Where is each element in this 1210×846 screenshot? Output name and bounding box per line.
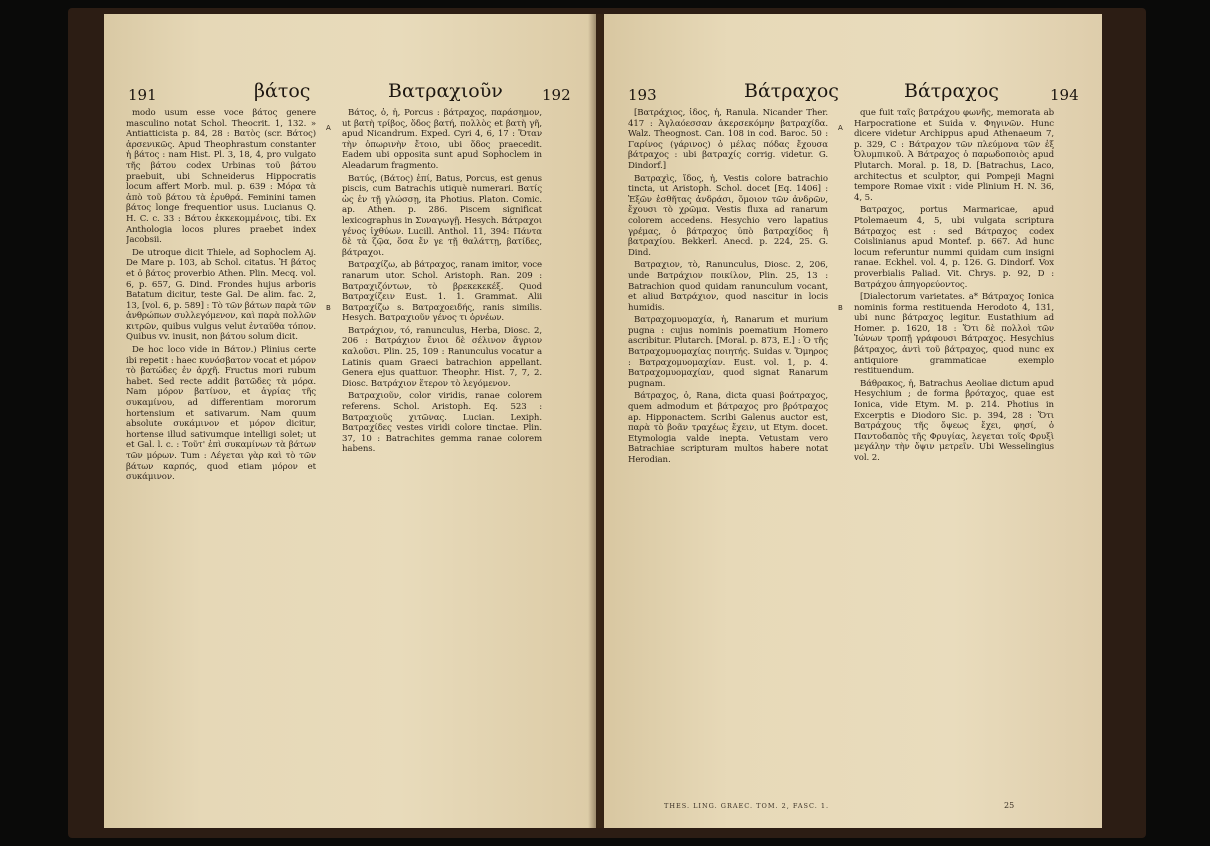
page-number: 193 — [628, 86, 657, 104]
paragraph: [Βατράχιος, ἰδος, ἡ, Ranula. Nicander Ther. 417 : Ἀγλαόεσσαν ἀκερσεκόμην βατραχίδα. Walz. Theognost. Can. 108 in cod. Baroc. 50 : Γαρίνος (γάρινος) ὁ μέλας πόδας ἔχουσα βάτραχος : ubi βατραχίς corrig. videtur. G. Dindorf.] — [628, 108, 828, 171]
page-number: 191 — [128, 86, 157, 104]
page-headword: Βάτραχος — [744, 80, 839, 102]
paragraph: Βατραχος, portus Marmaricae, apud Ptolemaeum 4, 5, ubi vulgata scriptura Βάτραχος est : sed Βάτραχος codex Coislinianus apud Montef. p. 667. Ad hunc locum referuntur nummi quidam cum insigni ranae. Eckhel. vol. 4, p. 126. G. Dindorf. Vox proverbialis Paliad. Vit. Chrys. p. 92, D : Βατράχου ἀπηγορεύοντος. — [854, 205, 1054, 290]
column-letter: B — [838, 304, 843, 312]
column-letter: A — [326, 124, 331, 132]
text-column-3 — [628, 108, 828, 808]
column-letter: B — [326, 304, 331, 312]
right-page — [604, 14, 1102, 828]
signature-mark: 25 — [1004, 801, 1015, 810]
paragraph: De hoc loco vide in Βάτον.) Plinius certe ibi repetit : haec κυνόσβατον vocat et μόρον τὸ βατώδες ἐν ἀρχῆ. Fructus mori rubum habet. Sed recte addit βατῶδες τὰ μόρα. Nam μόρον βατίνον, et ἀγρίας τῆς συκαμίνου, ad differentiam mororum hortensium et sativarum. Nam quum absolute συκάμινον et μόρον dicitur, hortense illud sativumque intelligi solet; ut et Gal. l. c. : Τοῦτ' ἐπὶ συκαμίνων τὰ βάτων τῶν μόρων. Tum : Λέγεται γὰρ καὶ τὸ τῶν βάτων καρπός, quod etiam μόρον et συκάμινον. — [126, 345, 316, 483]
text-column-1 — [126, 108, 316, 808]
text-column-4 — [854, 108, 1054, 808]
paragraph: modo usum esse voce βάτος genere masculino notat Schol. Theocrit. 1, 132. » Antiatticista p. 84, 28 : Βατὸς (scr. Βάτος) ἀρσενικῶς. Apud Theophrastum constanter ἡ βάτος : nam Hist. Pl. 3, 18, 4, pro vulgato τῆς βάτου codex Urbinas τοῦ βάτου praebuit, ubi Schneiderus Hippocratis locum affert Morb. mul. p. 639 : Μόρα τὰ ἀπὸ τοῦ βάτου τὰ ἐρυθρά. Feminini tamen βάτος longe frequentior usus. Lucianus Q. H. C. c. 33 : Βάτου ἐκκεκομμένοις, tibi. Ex Anthologia locos plures praebet index Jacobsii. — [126, 108, 316, 246]
paragraph: Βατραχιοῦν, color viridis, ranae colorem referens. Schol. Aristoph. Eq. 523 : Βατραχιοῦς χιτῶνας. Lucian. Lexiph. Βατραχίδες vestes viridi colore tinctae. Plin. 37, 10 : Batrachites gemma ranae colorem habens. — [342, 391, 542, 455]
paragraph: Βατραχομυομαχία, ἡ, Ranarum et murium pugna : cujus nominis poematium Homero ascribitur. Plutarch. [Moral. p. 873, E.] : Ὁ τῆς Βατραχομυομαχίας ποιητής. Suidas v. Ὅμηρος : Βατραχομυομαχίαν. Eust. vol. 1, p. 4. Βατραχομυομαχίαν, quod signat Ranarum pugnam. — [628, 315, 828, 389]
paragraph: que fuit ταῖς βατράχου φωνῆς, memorata ab Harpocratione et Suida v. Φηγινῶν. Hunc dicere videtur Archippus apud Athenaeum 7, p. 329, C : Βάτραχον τῶν πλεύμονα τῶν ἐξ Ὀλυμπικοῦ. Ἀ Βάτραχος ὁ παρωδοποιὸς apud Plutarch. Moral. p. 18, D. [Batrachus, Laco, architectus et sculptor, qui Pompeji Magni tempore Romae vixit : vide Plinium H. N. 36, 4, 5. — [854, 108, 1054, 203]
paragraph: De utroque dicit Thiele, ad Sophoclem Aj. De Mare p. 103, ab Schol. citatus. Ἡ βάτος et ὁ βάτος proverbio Athen. Plin. Mecq. vol. 6, p. 657, G. Dind. Frondes hujus arboris Batatum dicitur, teste Gal. De alim. fac. 2, 13, [vol. 6, p. 589] : Τὸ τῶν βάτων παρὰ τῶν ἀνθρώπων συλλεγόμενον, καὶ παρὰ πολλῶν κιτρῶν, quibus vulgus velut ἐνταῦθα τόπον. Quibus vv. inusit, non βάτου solum dicit. — [126, 247, 316, 343]
paragraph: Βάθρακος, ἡ, Batrachus Aeoliae dictum apud Hesychium ; de forma βρόταχος, quae est Ionica, vide Etym. M. p. 214. Photius in Excerptis e Diodoro Sic. p. 394, 28 : Ὅτι Βατράχους τῆς ὄψεως ἔχει, φησί, ὁ Παντοδαπὸς τῆς Φρυγίας, λεγεται τοῖς Φρυξὶ μεγάλην τὴν ὄψιν μετρεῖν. Ubi Wesselingius vol. 2. — [854, 378, 1054, 463]
page-number: 192 — [542, 86, 571, 104]
paragraph: Βατραχιον, τὸ, Ranunculus, Diosc. 2, 206, unde Βατράχιον ποικίλον, Plin. 25, 13 : Batrachion quod quidam ranunculum vocant, et aliud Βατράχιον, quod nascitur in locis humidis. — [628, 260, 828, 313]
paragraph: Βατραχὶς, ἴδος, ἡ, Vestis colore batrachio tincta, ut Aristoph. Schol. docet [Eq. 1406] : Ἐξῶν ἐσθῆτας ἀνδράσι, ὅμοιον τῶν ἀνδρῶν, ἔχουσι τὸ χρῶμα. Vestis fluxa ad ranarum colorem accedens. Hesychio vero lapatius γρέμας, ὁ βάτραχος ὑπὸ βατραχίδος ἢ βατραχίου. Bekkerl. Anecd. p. 224, 25. G. Dind. — [628, 173, 828, 258]
paragraph: [Dialectorum varietates. a* Βάτραχος Ionica nominis forma restituenda Herodoto 4, 131, ubi nunc βάτραχος legitur. Eustathium ad Homer. p. 1620, 18 : Ὅτι δὲ πολλοὶ τῶν Ἰώνων τροπῇ γράφουσι Βάτραχος. Hesychius βάτραχος, ἀντὶ τοῦ βάτραχος, quod nunc ex antiquiore grammaticae exemplo restituendum. — [854, 292, 1054, 377]
column-letter: A — [838, 124, 843, 132]
paragraph: Βατράχιον, τό, ranunculus, Herba, Diosc. 2, 206 : Βατράχιον ἔνιοι δὲ σέλινον ἄγριον καλοῦσι. Plin. 25, 109 : Ranunculus vocatur a Latinis quam Graeci batrachion appellant. Genera ejus quattuor. Theophr. Hist. 7, 7, 2. Diosc. Βατράχιον ἕτερον τὸ λεγόμενον. — [342, 325, 542, 389]
paragraph: Βάτος, ὁ, ἡ, Porcus : βάτραχος, παράσημον, ut βατὴ τρίβος, ὅδος βατή, πολλὸς et βατὴ γῆ, apud Nicandrum. Exped. Cyri 4, 6, 17 : Ὅταν τὴν ὁπωρινὴν ἔτοιο, ubi ὅδος praecedit. Eadem ubi opposita sunt apud Sophoclem in Aleadarum fragmento. — [342, 108, 542, 171]
page-headword: Βατραχιοῦν — [388, 80, 503, 102]
text-column-2 — [342, 108, 542, 808]
paragraph: Βατύς, (Βάτος) ἐπί, Batus, Porcus, est genus piscis, cum Batrachis utiquè numerari. Βατίς ὡς ἐν τῇ γλώσσῃ, ita Photius. Platon. Comic. ap. Athen. p. 286. Piscem significat lexicographus in Συναγωγῇ. Hesych. Βάτραχοι γένος ἰχθύων. Lucill. Anthol. 11, 394: Πάντα δὲ τὰ ζῷα, ὅσα ἔν γε τῇ θαλάττῃ, βατίδες, βάτραχοι. — [342, 173, 542, 258]
paragraph: Βατραχίζω, ab βάτραχος, ranam imitor, voce ranarum utor. Schol. Aristoph. Ran. 209 : Βατραχιζόντων, τὸ βρεκεκεκέξ. Quod Βατραχίζειν Eust. 1. 1. Grammat. Alii Βατραχίζω s. Βατραχοειδής, ranis similis. Hesych. Βατραχιοῦν γένος τι ὀρνέων. — [342, 260, 542, 324]
page-number: 194 — [1050, 86, 1079, 104]
page-headword: βάτος — [254, 80, 311, 102]
paragraph: Βάτραχος, ὁ, Rana, dicta quasi βοάτραχος, quem admodum et βάτραχος pro βρότραχος ap. Hipponactem. Scribi Galenus auctor est, παρὰ τὸ βοᾶν τραχέως ἔχειν, ut Etym. docet. Etymologia valde inepta. Vetustam vero Batrachiae scripturam multos habere notat Herodian. — [628, 391, 828, 465]
left-page — [104, 14, 596, 828]
page-footer: THES. LING. GRAEC. TOM. 2, FASC. 1. — [664, 802, 830, 810]
page-headword: Βάτραχος — [904, 80, 999, 102]
